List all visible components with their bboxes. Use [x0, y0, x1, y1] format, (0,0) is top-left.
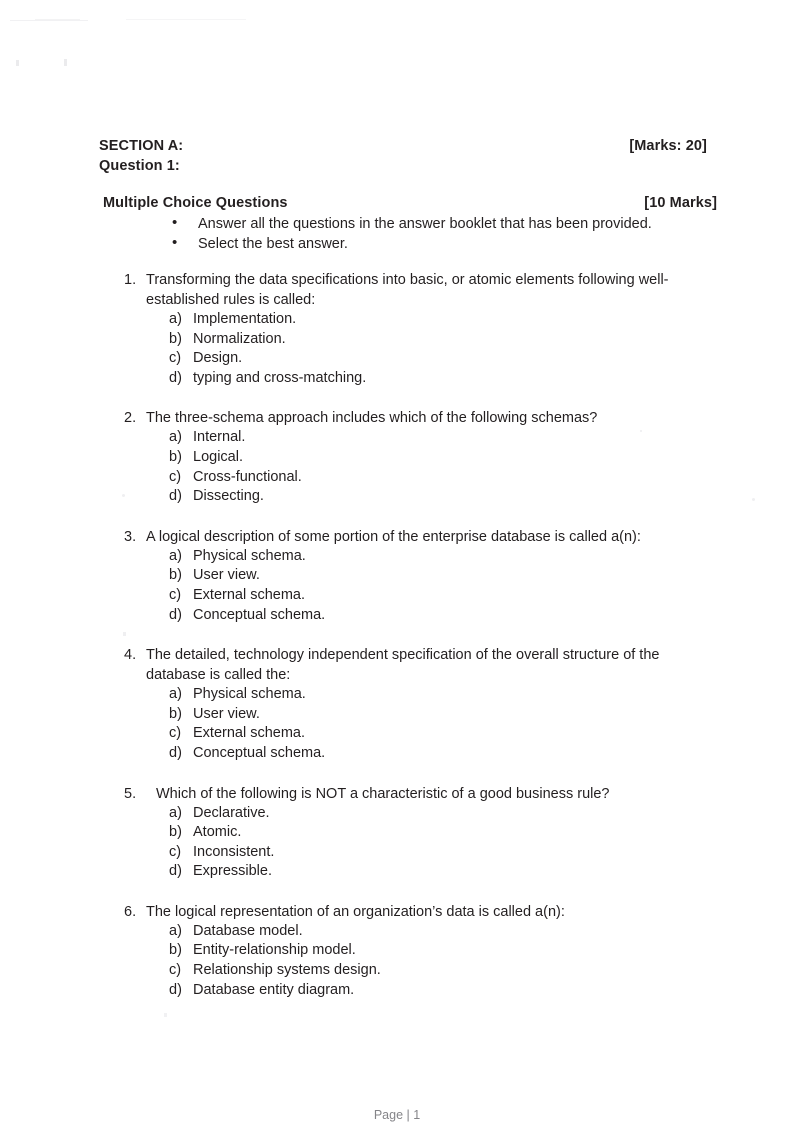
question-text-row	[0, 645, 794, 685]
option-label: a)	[169, 547, 182, 564]
option-text: Logical.	[193, 448, 243, 465]
question-text: A logical description of some portion of the enterprise database is called a(n):	[146, 528, 641, 545]
question-text-row	[0, 527, 794, 547]
option-item[interactable]	[0, 981, 794, 1001]
option-text: Database model.	[193, 922, 303, 939]
instruction-item: • Select the best answer.	[170, 234, 652, 254]
option-item[interactable]	[0, 685, 794, 705]
option-label: a)	[169, 429, 182, 446]
instructions-list	[170, 214, 652, 254]
option-text: Inconsistent.	[193, 843, 275, 860]
option-item[interactable]	[0, 448, 794, 468]
option-item[interactable]	[0, 487, 794, 507]
question-block	[0, 408, 794, 506]
question-block	[0, 527, 794, 625]
option-text: Normalization.	[193, 330, 286, 347]
question-block	[0, 784, 794, 882]
section-marks: [Marks: 20]	[629, 138, 707, 154]
option-text: Internal.	[193, 429, 246, 446]
question-block	[0, 270, 794, 388]
option-list	[0, 428, 794, 506]
option-text: External schema.	[193, 586, 306, 603]
option-label: d)	[169, 981, 182, 998]
option-item[interactable]	[0, 941, 794, 961]
option-item[interactable]	[0, 428, 794, 448]
option-label: c)	[169, 843, 182, 860]
option-item[interactable]	[0, 566, 794, 586]
option-item[interactable]	[0, 369, 794, 389]
option-item[interactable]	[0, 547, 794, 567]
option-item[interactable]	[0, 862, 794, 882]
question-heading: Question 1:	[99, 158, 180, 174]
subsection-header-row	[103, 195, 717, 211]
option-label: a)	[169, 686, 182, 703]
option-item[interactable]	[0, 823, 794, 843]
question-header-row	[99, 158, 707, 174]
option-item[interactable]	[0, 961, 794, 981]
option-label: a)	[169, 804, 182, 821]
subsection-marks: [10 Marks]	[644, 195, 717, 211]
option-text: Declarative.	[193, 804, 270, 821]
option-list	[0, 547, 794, 625]
option-list	[0, 310, 794, 388]
option-item[interactable]	[0, 349, 794, 369]
option-item[interactable]	[0, 330, 794, 350]
question-number: 3.	[124, 528, 137, 545]
instruction-item: • Answer all the questions in the answer booklet that has been provided.	[170, 214, 652, 234]
scan-artifact	[64, 59, 67, 66]
option-label: c)	[169, 350, 182, 367]
question-block	[0, 902, 794, 1000]
question-text-row	[0, 270, 794, 310]
option-text: Database entity diagram.	[193, 981, 355, 998]
option-text: Relationship systems design.	[193, 962, 381, 979]
option-text: User view.	[193, 705, 260, 722]
option-item[interactable]	[0, 606, 794, 626]
option-label: d)	[169, 488, 182, 505]
option-label: a)	[169, 311, 182, 327]
scan-artifact	[16, 60, 19, 66]
option-text: User view.	[193, 567, 260, 584]
option-label: b)	[169, 330, 182, 347]
option-list	[0, 804, 794, 882]
option-text: Physical schema.	[193, 686, 306, 703]
option-text: Expressible.	[193, 863, 272, 880]
option-label: b)	[169, 567, 182, 584]
option-label: a)	[169, 922, 182, 939]
option-item[interactable]	[0, 705, 794, 725]
question-text: The detailed, technology independent specification of the overall structure of the database is called the:	[146, 647, 660, 684]
option-label: c)	[169, 586, 182, 603]
section-heading: SECTION A:	[99, 138, 184, 154]
option-item[interactable]	[0, 310, 794, 330]
option-label: d)	[169, 369, 182, 386]
option-label: c)	[169, 725, 182, 742]
option-label: d)	[169, 863, 182, 880]
question-number: 2.	[124, 410, 137, 427]
option-label: b)	[169, 824, 182, 841]
scan-artifact	[10, 20, 88, 21]
option-item[interactable]	[0, 468, 794, 488]
question-number: 4.	[124, 647, 137, 664]
option-text: typing and cross-matching.	[193, 369, 367, 386]
option-item[interactable]	[0, 586, 794, 606]
option-item[interactable]	[0, 744, 794, 764]
option-list	[0, 685, 794, 763]
question-text-row	[0, 408, 794, 428]
option-text: Atomic.	[193, 824, 242, 841]
question-number: 6.	[124, 903, 137, 920]
scan-artifact	[126, 19, 246, 20]
section-header-row	[99, 138, 707, 154]
option-label: b)	[169, 705, 182, 722]
option-text: Dissecting.	[193, 488, 264, 505]
option-text: Conceptual schema.	[193, 606, 326, 623]
option-label: b)	[169, 448, 182, 465]
option-text: Implementation.	[193, 311, 297, 327]
option-text: Cross-functional.	[193, 468, 302, 485]
page-footer: Page | 1	[373, 1108, 421, 1122]
question-text: Which of the following is NOT a characteristic of a good business rule?	[156, 785, 610, 802]
question-text: The three-schema approach includes which of the following schemas?	[146, 410, 598, 427]
option-item[interactable]	[0, 843, 794, 863]
question-number: 5.	[124, 785, 137, 802]
option-label: d)	[169, 606, 182, 623]
option-text: Physical schema.	[193, 547, 306, 564]
option-text: Entity-relationship model.	[193, 942, 356, 959]
option-item[interactable]	[0, 724, 794, 744]
question-text: The logical representation of an organization’s data is called a(n):	[146, 903, 565, 920]
option-text: External schema.	[193, 725, 306, 742]
option-text: Conceptual schema.	[193, 744, 326, 761]
option-item[interactable]	[0, 804, 794, 824]
scan-artifact	[35, 19, 80, 20]
question-block	[0, 645, 794, 763]
question-text-row	[0, 784, 794, 804]
question-text: Transforming the data specifications into basic, or atomic elements following well-established rules is called:	[146, 272, 669, 308]
question-text-row	[0, 902, 794, 922]
question-number: 1.	[124, 272, 137, 288]
subsection-title: Multiple Choice Questions	[103, 195, 288, 211]
mcq-question-list	[0, 270, 794, 1020]
option-label: b)	[169, 942, 182, 959]
option-item[interactable]	[0, 922, 794, 942]
option-label: c)	[169, 962, 182, 979]
option-list	[0, 922, 794, 1000]
option-label: c)	[169, 468, 182, 485]
option-text: Design.	[193, 350, 243, 367]
option-label: d)	[169, 744, 182, 761]
